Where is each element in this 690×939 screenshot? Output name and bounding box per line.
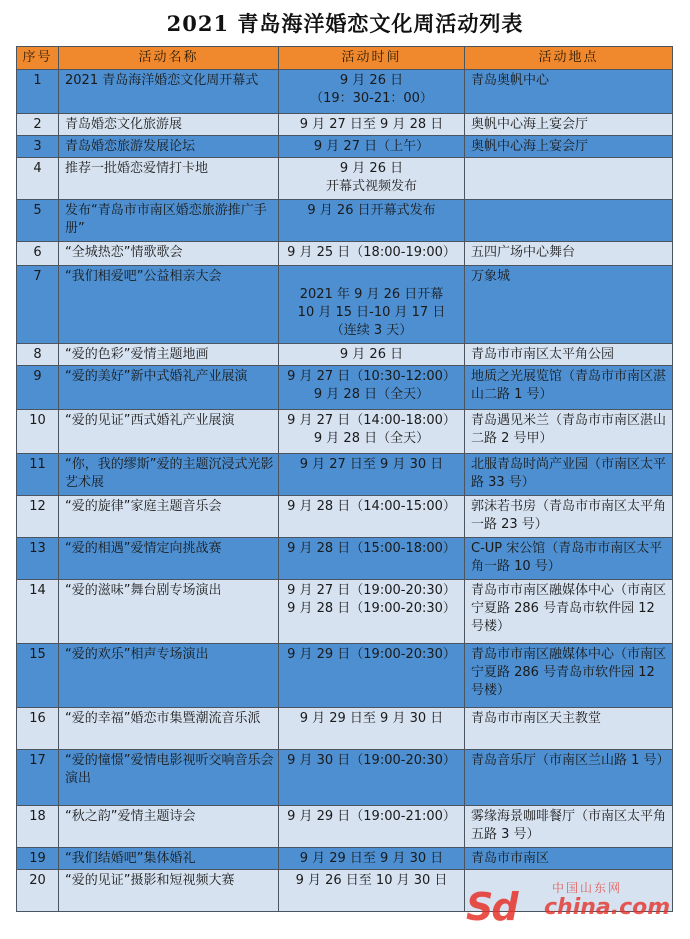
row-place — [465, 158, 673, 200]
row-time: 9 月 27 日至 9 月 28 日 — [279, 114, 465, 136]
row-number: 18 — [17, 806, 59, 848]
row-name: “爱的见证”西式婚礼产业展演 — [59, 410, 279, 454]
row-time: 9 月 29 日至 9 月 30 日 — [279, 708, 465, 750]
row-time: 9 月 27 日（14:00-18:00） 9 月 28 日（全天） — [279, 410, 465, 454]
row-number: 1 — [17, 70, 59, 114]
row-number: 10 — [17, 410, 59, 454]
table-row — [17, 200, 673, 242]
row-name: 推荐一批婚恋爱情打卡地 — [59, 158, 279, 200]
table-row — [17, 538, 673, 580]
row-place: 郭沫若书房（青岛市市南区太平角一路 23 号） — [465, 496, 673, 538]
row-time: 9 月 30 日（19:00-20:30） — [279, 750, 465, 806]
table-header-row — [17, 47, 673, 70]
row-place: 万象城 — [465, 266, 673, 344]
row-place: 北服青岛时尚产业园（市南区太平路 33 号） — [465, 454, 673, 496]
table-row — [17, 266, 673, 344]
row-number: 12 — [17, 496, 59, 538]
row-place: 青岛遇见米兰（青岛市市南区湛山二路 2 号甲） — [465, 410, 673, 454]
table-row — [17, 848, 673, 870]
row-number: 2 — [17, 114, 59, 136]
row-number: 14 — [17, 580, 59, 644]
table-row — [17, 158, 673, 200]
row-number: 8 — [17, 344, 59, 366]
row-place: 青岛市市南区融媒体中心（市南区宁夏路 286 号青岛市软件园 12 号楼） — [465, 580, 673, 644]
table-row — [17, 366, 673, 410]
row-place: 奥帆中心海上宴会厅 — [465, 114, 673, 136]
row-time: 9 月 26 日 — [279, 344, 465, 366]
row-time: 9 月 29 日（19:00-20:30） — [279, 644, 465, 708]
row-time: 9 月 29 日（19:00-21:00） — [279, 806, 465, 848]
row-time: 9 月 26 日 （19：30-21：00） — [279, 70, 465, 114]
table-row — [17, 806, 673, 848]
row-time: 9 月 26 日 开幕式视频发布 — [279, 158, 465, 200]
row-name: “爱的幸福”婚恋市集暨潮流音乐派 — [59, 708, 279, 750]
row-name: “爱的美好”新中式婚礼产业展演 — [59, 366, 279, 410]
table-row — [17, 454, 673, 496]
row-number: 9 — [17, 366, 59, 410]
header-activity-place: 活动地点 — [465, 47, 673, 70]
row-number: 19 — [17, 848, 59, 870]
row-name: 2021 青岛海洋婚恋文化周开幕式 — [59, 70, 279, 114]
row-number: 15 — [17, 644, 59, 708]
header-activity-time: 活动时间 — [279, 47, 465, 70]
row-name: “爱的相遇”爱情定向挑战赛 — [59, 538, 279, 580]
header-number: 序号 — [17, 47, 59, 70]
row-name: “爱的色彩”爱情主题地画 — [59, 344, 279, 366]
row-number: 7 — [17, 266, 59, 344]
row-time: 2021 年 9 月 26 日开幕 10 月 15 日-10 月 17 日 （连续 3 天） — [279, 266, 465, 344]
row-time: 9 月 25 日（18:00-19:00） — [279, 242, 465, 266]
table-row — [17, 750, 673, 806]
row-place: C-UP 宋公馆（青岛市市南区太平角一路 10 号） — [465, 538, 673, 580]
row-name: 青岛婚恋文化旅游展 — [59, 114, 279, 136]
row-place: 青岛市市南区天主教堂 — [465, 708, 673, 750]
sd-logo-mark: Sd — [466, 885, 517, 929]
watermark-domain: china.com — [544, 895, 671, 920]
row-time: 9 月 27 日至 9 月 30 日 — [279, 454, 465, 496]
row-time: 9 月 26 日开幕式发布 — [279, 200, 465, 242]
row-name: “全城热恋”情歌歌会 — [59, 242, 279, 266]
row-number: 16 — [17, 708, 59, 750]
table-row — [17, 70, 673, 114]
row-name: 发布“青岛市市南区婚恋旅游推广手册” — [59, 200, 279, 242]
row-name: “你，我的缪斯”爱的主题沉浸式光影艺术展 — [59, 454, 279, 496]
table-row — [17, 644, 673, 708]
row-name: “爱的憧憬”爱情电影视听交响音乐会演出 — [59, 750, 279, 806]
row-name: “我们结婚吧”集体婚礼 — [59, 848, 279, 870]
row-number: 4 — [17, 158, 59, 200]
row-number: 5 — [17, 200, 59, 242]
table-row — [17, 410, 673, 454]
row-time: 9 月 27 日（上午） — [279, 136, 465, 158]
row-time: 9 月 26 日至 10 月 30 日 — [279, 870, 465, 912]
watermark-logo — [466, 879, 676, 929]
row-place: 五四广场中心舞台 — [465, 242, 673, 266]
table-row — [17, 114, 673, 136]
row-place: 青岛奥帆中心 — [465, 70, 673, 114]
table-row — [17, 344, 673, 366]
page-title: 2021 青岛海洋婚恋文化周活动列表 — [166, 11, 524, 36]
watermark-chinese-name: 中国山东网 — [552, 881, 623, 895]
row-place: 奥帆中心海上宴会厅 — [465, 136, 673, 158]
table-row — [17, 496, 673, 538]
row-number: 6 — [17, 242, 59, 266]
row-place: 青岛市市南区太平角公园 — [465, 344, 673, 366]
table-row — [17, 708, 673, 750]
row-number: 20 — [17, 870, 59, 912]
row-place: 雾缘海景咖啡餐厅（市南区太平角五路 3 号） — [465, 806, 673, 848]
row-number: 17 — [17, 750, 59, 806]
row-name: “爱的欢乐”相声专场演出 — [59, 644, 279, 708]
row-time: 9 月 28 日（15:00-18:00） — [279, 538, 465, 580]
row-name: “爱的滋味”舞台剧专场演出 — [59, 580, 279, 644]
row-place: 青岛市市南区融媒体中心（市南区宁夏路 286 号青岛市软件园 12 号楼） — [465, 644, 673, 708]
row-time: 9 月 28 日（14:00-15:00） — [279, 496, 465, 538]
row-number: 13 — [17, 538, 59, 580]
activity-table — [16, 46, 673, 912]
row-name: “爱的旋律”家庭主题音乐会 — [59, 496, 279, 538]
row-time: 9 月 27 日（19:00-20:30） 9 月 28 日（19:00-20:30） — [279, 580, 465, 644]
row-number: 11 — [17, 454, 59, 496]
row-place: 青岛市市南区 — [465, 848, 673, 870]
header-activity-name: 活动名称 — [59, 47, 279, 70]
row-time: 9 月 29 日至 9 月 30 日 — [279, 848, 465, 870]
row-name: “爱的见证”摄影和短视频大赛 — [59, 870, 279, 912]
row-name: “我们相爱吧”公益相亲大会 — [59, 266, 279, 344]
table-row — [17, 136, 673, 158]
row-place: 地质之光展览馆（青岛市市南区湛山二路 1 号） — [465, 366, 673, 410]
row-place: 青岛音乐厅（市南区兰山路 1 号） — [465, 750, 673, 806]
table-row — [17, 242, 673, 266]
row-time: 9 月 27 日（10:30-12:00） 9 月 28 日（全天） — [279, 366, 465, 410]
table-row — [17, 580, 673, 644]
row-name: 青岛婚恋旅游发展论坛 — [59, 136, 279, 158]
row-place — [465, 200, 673, 242]
row-name: “秋之韵”爱情主题诗会 — [59, 806, 279, 848]
row-number: 3 — [17, 136, 59, 158]
